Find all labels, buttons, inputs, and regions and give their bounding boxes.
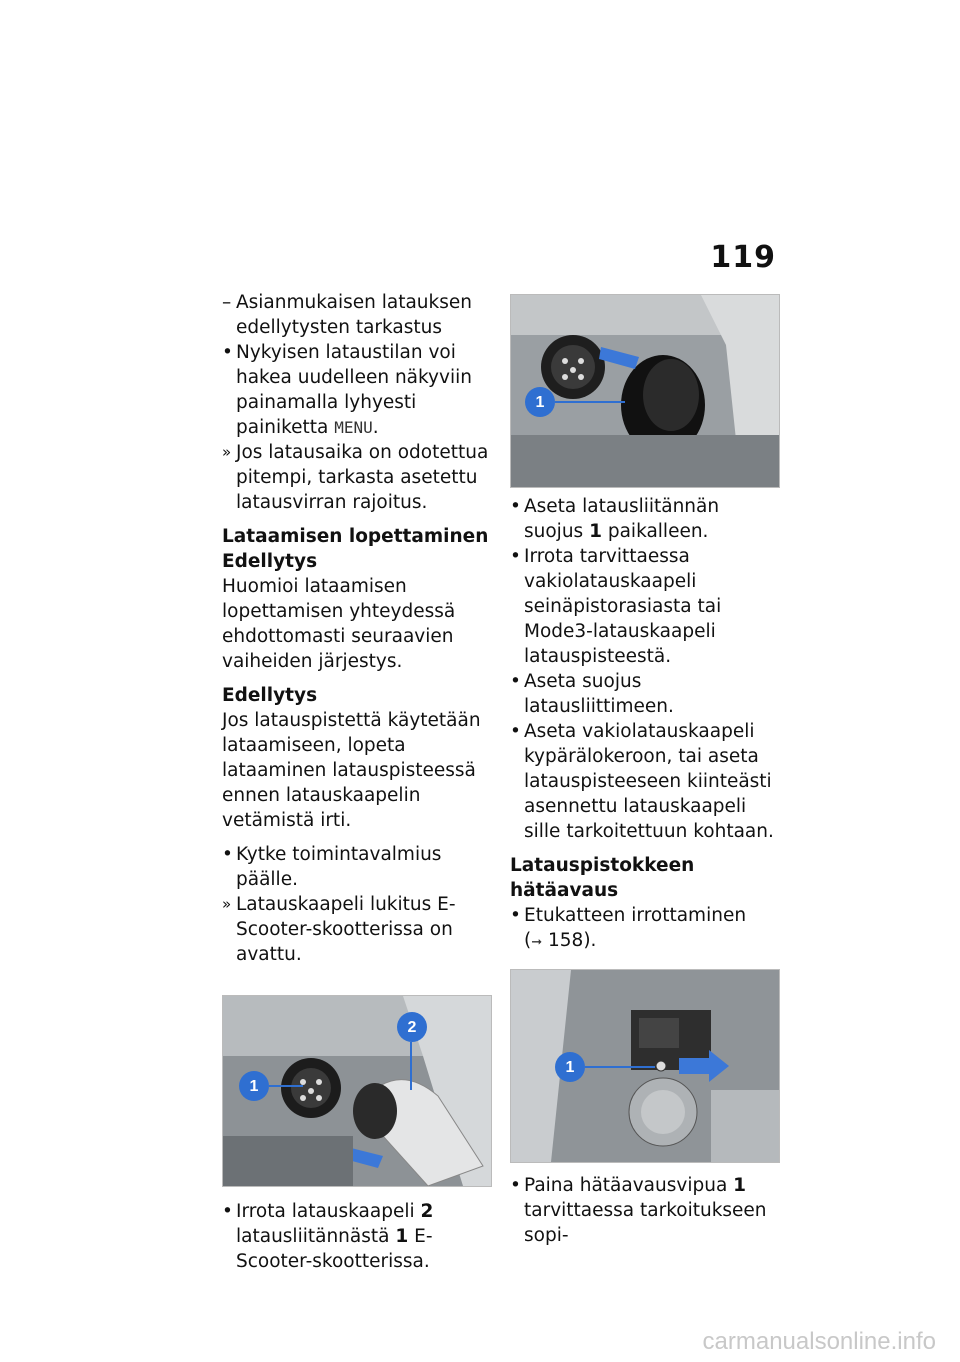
right-column (510, 290, 782, 1248)
bullet-icon: • (222, 1201, 233, 1222)
left-column (222, 290, 494, 1274)
list-item (222, 1199, 494, 1274)
watermark: carmanualsonline.info (702, 1328, 936, 1355)
list-item-text: Irrota tarvittaessa vakiolatauskaapeli seinäpistorasiasta tai Mode3-latauskaapeli latauspisteestä. (524, 546, 722, 667)
leader-line (410, 1042, 412, 1090)
subsection-heading: Edellytys (222, 685, 318, 706)
callout-1: 1 (555, 1052, 585, 1082)
list-item-text: tarvittaessa tarkoitukseen sopi- (524, 1200, 767, 1246)
ref-number: 1 (589, 521, 602, 542)
ref-number: 1 (733, 1175, 747, 1196)
list-item-text: Nykyisen lataustilan voi hakea uudelleen näkyviin painamalla lyhyesti painiketta (236, 342, 472, 438)
list-item-text: latausliitännästä (236, 1226, 390, 1247)
socket-cover-illustration (511, 295, 779, 487)
bullet-icon: • (510, 905, 521, 926)
leader-line (555, 401, 625, 403)
list-item-text: Kytke toimintavalmius päälle. (236, 844, 442, 890)
ref-number: 2 (420, 1201, 434, 1222)
list-item-text: paikalleen. (607, 521, 709, 542)
paragraph: Jos latauspistettä käytetään lataamiseen, lopeta lataaminen latauspisteessä ennen latauskaapelin vetämistä irti. (222, 710, 481, 831)
list-item-punct: . (372, 417, 379, 438)
list-item (510, 1173, 782, 1248)
list-item-text: Irrota latauskaapeli (236, 1201, 415, 1222)
list-item-text: Latauskaapeli lukitus E-Scooter-skootterissa on avattu. (236, 894, 456, 965)
list-item (510, 719, 782, 844)
list-item-text: Paina hätäavausvipua (524, 1175, 728, 1196)
ref-number: 1 (395, 1226, 409, 1247)
bullet-icon: • (510, 671, 521, 692)
section-heading: Latauspistokkeen hätäavaus (510, 855, 695, 901)
result-arrow-icon: » (222, 443, 232, 461)
callout-1: 1 (525, 387, 555, 417)
bullet-icon: • (222, 844, 233, 865)
list-item-text: E-Scooter-skootterissa. (236, 1226, 433, 1272)
figure-socket-cover (510, 294, 780, 488)
list-item-text: ( (524, 930, 532, 951)
list-item (510, 544, 782, 669)
list-item-text: Aseta vakiolatauskaapeli kypärälokeroon, tai aseta latauspisteeseen kiinteästi asennettu latauskaapeli sille tarkoitettuun kohtaan. (524, 721, 774, 842)
list-item-text: Aseta suojus latausliittimeen. (524, 671, 674, 717)
list-item-text: Jos latausaika on odotettua pitempi, tarkasta asetettu latausvirran rajoitus. (236, 442, 489, 513)
list-item-text: Aseta latausliitännän suojus (524, 496, 720, 542)
menu-key-label: MENU (334, 418, 373, 437)
leader-line (585, 1066, 655, 1068)
list-item (222, 340, 494, 440)
bullet-icon: • (510, 721, 521, 742)
section-heading: Lataamisen lopettaminen (222, 526, 489, 547)
list-item (510, 903, 782, 955)
leader-line (269, 1085, 303, 1087)
page-reference-link[interactable]: 158 (548, 930, 584, 951)
list-item-text: Etukatteen irrottaminen (524, 905, 747, 926)
list-item (222, 892, 494, 967)
list-item (222, 842, 494, 892)
figure-charging-plug (222, 995, 492, 1187)
bullet-icon: • (222, 342, 233, 363)
callout-2: 2 (397, 1012, 427, 1042)
list-item (510, 669, 782, 719)
page-number: 119 (710, 240, 776, 275)
list-item (510, 494, 782, 544)
subsection-heading: Edellytys (222, 551, 318, 572)
callout-1: 1 (239, 1071, 269, 1101)
bullet-icon: • (510, 546, 521, 567)
figure-emergency-release (510, 969, 780, 1163)
paragraph: Huomioi lataamisen lopettamisen yhteydessä ehdottomasti seuraavien vaiheiden järjestys. (222, 576, 456, 672)
dash-marker: – (222, 292, 232, 313)
list-item (222, 440, 494, 515)
result-arrow-icon: » (222, 895, 232, 913)
page-reference-arrow-icon: ➞ (531, 935, 543, 950)
bullet-icon: • (510, 1175, 521, 1196)
list-item (222, 290, 494, 340)
list-item-text: ). (583, 930, 597, 951)
bullet-icon: • (510, 496, 521, 517)
list-item-text: Asianmukaisen latauksen edellytysten tarkastus (236, 292, 472, 338)
